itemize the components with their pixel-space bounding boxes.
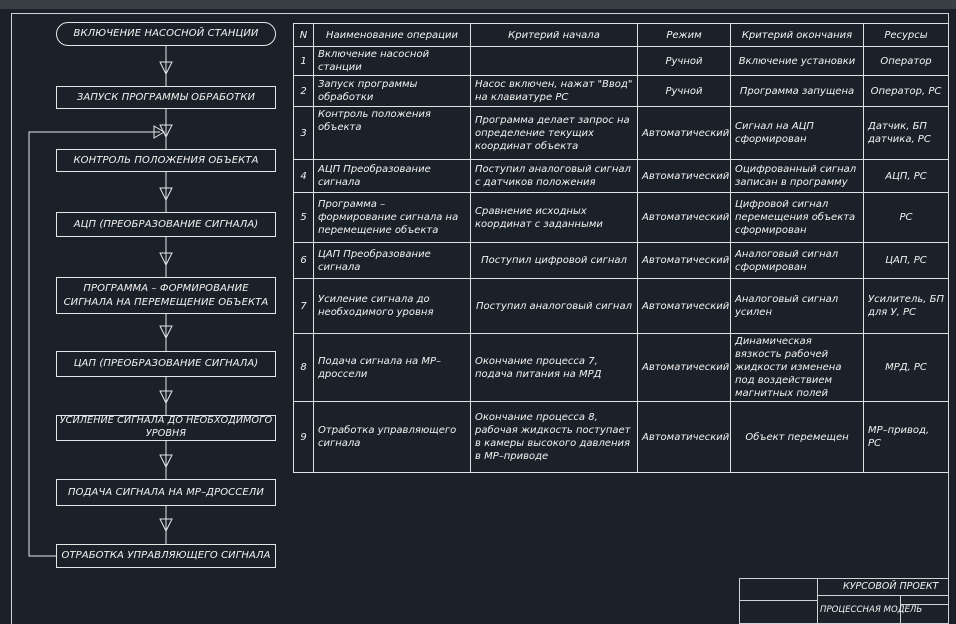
- row-number: 6: [294, 243, 314, 279]
- arrow-2-3: [160, 109, 172, 149]
- row-start-criterion: Окончание процесса 8, рабочая жидкость поступает в камеры высокого давления в МР–приводе: [471, 402, 638, 473]
- row-resources: ЦАП, PC: [864, 243, 949, 279]
- header-mode: Режим: [638, 24, 731, 47]
- header-start-criterion: Критерий начала: [471, 24, 638, 47]
- arrow-4-5: [160, 237, 172, 277]
- row-end-criterion: Динамическая вязкость рабочей жидкости изменена под воздействием магнитных полей: [731, 334, 864, 402]
- flow-step-6: ЦАП (ПРЕОБРАЗОВАНИЕ СИГНАЛА): [56, 351, 276, 377]
- row-operation: Включение насосной станции: [314, 47, 471, 76]
- row-resources: Оператор, PC: [864, 76, 949, 107]
- row-start-criterion: Поступил аналоговый сигнал с датчиков положения: [471, 160, 638, 193]
- header-end-criterion: Критерий окончания: [731, 24, 864, 47]
- stamp-drawing-title: ПРОЦЕССНАЯ МОДЕЛЬ: [820, 605, 923, 615]
- row-number: 8: [294, 334, 314, 402]
- row-mode: Ручной: [638, 76, 731, 107]
- row-number: 7: [294, 279, 314, 334]
- row-mode: Автоматический: [638, 107, 731, 160]
- row-operation: ЦАП Преобразование сигнала: [314, 243, 471, 279]
- table-row: [294, 279, 949, 334]
- table-row: [294, 160, 949, 193]
- row-operation: Программа – формирование сигнала на перемещение объекта: [314, 193, 471, 243]
- row-start-criterion: Сравнение исходных координат с заданными: [471, 193, 638, 243]
- arrow-6-7: [160, 377, 172, 415]
- row-end-criterion: Программа запущена: [731, 76, 864, 107]
- table-header-row: [294, 24, 949, 47]
- row-end-criterion: Оцифрованный сигнал записан в программу: [731, 160, 864, 193]
- row-end-criterion: Сигнал на АЦП сформирован: [731, 107, 864, 160]
- row-operation: АЦП Преобразование сигнала: [314, 160, 471, 193]
- row-resources: Усилитель, БП для У, PC: [864, 279, 949, 334]
- row-number: 3: [294, 107, 314, 160]
- operations-table: [293, 23, 949, 473]
- flow-step-8: ПОДАЧА СИГНАЛА НА МР–ДРОССЕЛИ: [56, 479, 276, 506]
- row-number: 1: [294, 47, 314, 76]
- row-resources: АЦП, PC: [864, 160, 949, 193]
- title-block: [739, 578, 949, 624]
- row-resources: Датчик, БП датчика, PC: [864, 107, 949, 160]
- row-operation: Подача сигнала на МР–дроссели: [314, 334, 471, 402]
- row-end-criterion: Аналоговый сигнал сформирован: [731, 243, 864, 279]
- row-start-criterion: [471, 47, 638, 76]
- row-number: 2: [294, 76, 314, 107]
- arrow-8-9: [160, 506, 172, 544]
- row-start-criterion: Программа делает запрос на определение текущих координат объекта: [471, 107, 638, 160]
- table-row: [294, 193, 949, 243]
- row-resources: Оператор: [864, 47, 949, 76]
- row-mode: Автоматический: [638, 279, 731, 334]
- row-resources: МРД, PC: [864, 334, 949, 402]
- arrow-1-2: [160, 46, 172, 86]
- row-mode: Автоматический: [638, 193, 731, 243]
- flow-step-5: ПРОГРАММА – ФОРМИРОВАНИЕ СИГНАЛА НА ПЕРЕМЕЩЕНИЕ ОБЪЕКТА: [56, 277, 276, 314]
- row-mode: Ручной: [638, 47, 731, 76]
- row-end-criterion: Объект перемещен: [731, 402, 864, 473]
- row-operation: Контроль положения объекта: [314, 107, 471, 160]
- stamp-sign-cell: [739, 600, 818, 624]
- row-end-criterion: Цифровой сигнал перемещения объекта сформирован: [731, 193, 864, 243]
- row-mode: Автоматический: [638, 334, 731, 402]
- row-number: 9: [294, 402, 314, 473]
- row-mode: Автоматический: [638, 243, 731, 279]
- row-end-criterion: Аналоговый сигнал усилен: [731, 279, 864, 334]
- row-number: 5: [294, 193, 314, 243]
- stamp-project-title: КУРСОВОЙ ПРОЕКТ: [843, 581, 939, 592]
- header-number: N: [294, 24, 314, 47]
- row-operation: Запуск программы обработки: [314, 76, 471, 107]
- flow-step-4: АЦП (ПРЕОБРАЗОВАНИЕ СИГНАЛА): [56, 212, 276, 237]
- flow-step-2: ЗАПУСК ПРОГРАММЫ ОБРАБОТКИ: [56, 86, 276, 109]
- flow-step-9: ОТРАБОТКА УПРАВЛЯЮЩЕГО СИГНАЛА: [56, 544, 276, 568]
- arrow-7-8: [160, 441, 172, 479]
- row-mode: Автоматический: [638, 402, 731, 473]
- row-mode: Автоматический: [638, 160, 731, 193]
- arrow-3-4: [160, 172, 172, 212]
- row-end-criterion: Включение установки: [731, 47, 864, 76]
- header-resources: Ресурсы: [864, 24, 949, 47]
- row-resources: МР–привод, PC: [864, 402, 949, 473]
- table-row: [294, 76, 949, 107]
- row-number: 4: [294, 160, 314, 193]
- table-row: [294, 47, 949, 76]
- table-row: [294, 107, 949, 160]
- header-operation: Наименование операции: [314, 24, 471, 47]
- row-start-criterion: Окончание процесса 7, подача питания на МРД: [471, 334, 638, 402]
- table-row: [294, 243, 949, 279]
- table-row: [294, 402, 949, 473]
- row-start-criterion: Поступил аналоговый сигнал: [471, 279, 638, 334]
- flow-step-3: КОНТРОЛЬ ПОЛОЖЕНИЯ ОБЪЕКТА: [56, 149, 276, 172]
- flow-step-7: УСИЛЕНИЕ СИГНАЛА ДО НЕОБХОДИМОГО УРОВНЯ: [56, 415, 276, 441]
- row-operation: Отработка управляющего сигнала: [314, 402, 471, 473]
- row-resources: PC: [864, 193, 949, 243]
- table-row: [294, 334, 949, 402]
- arrow-5-6: [160, 314, 172, 351]
- row-start-criterion: Насос включен, нажат "Ввод" на клавиатуре PC: [471, 76, 638, 107]
- flow-step-1: ВКЛЮЧЕНИЕ НАСОСНОЙ СТАНЦИИ: [56, 22, 276, 46]
- row-operation: Усиление сигнала до необходимого уровня: [314, 279, 471, 334]
- row-start-criterion: Поступил цифровой сигнал: [471, 243, 638, 279]
